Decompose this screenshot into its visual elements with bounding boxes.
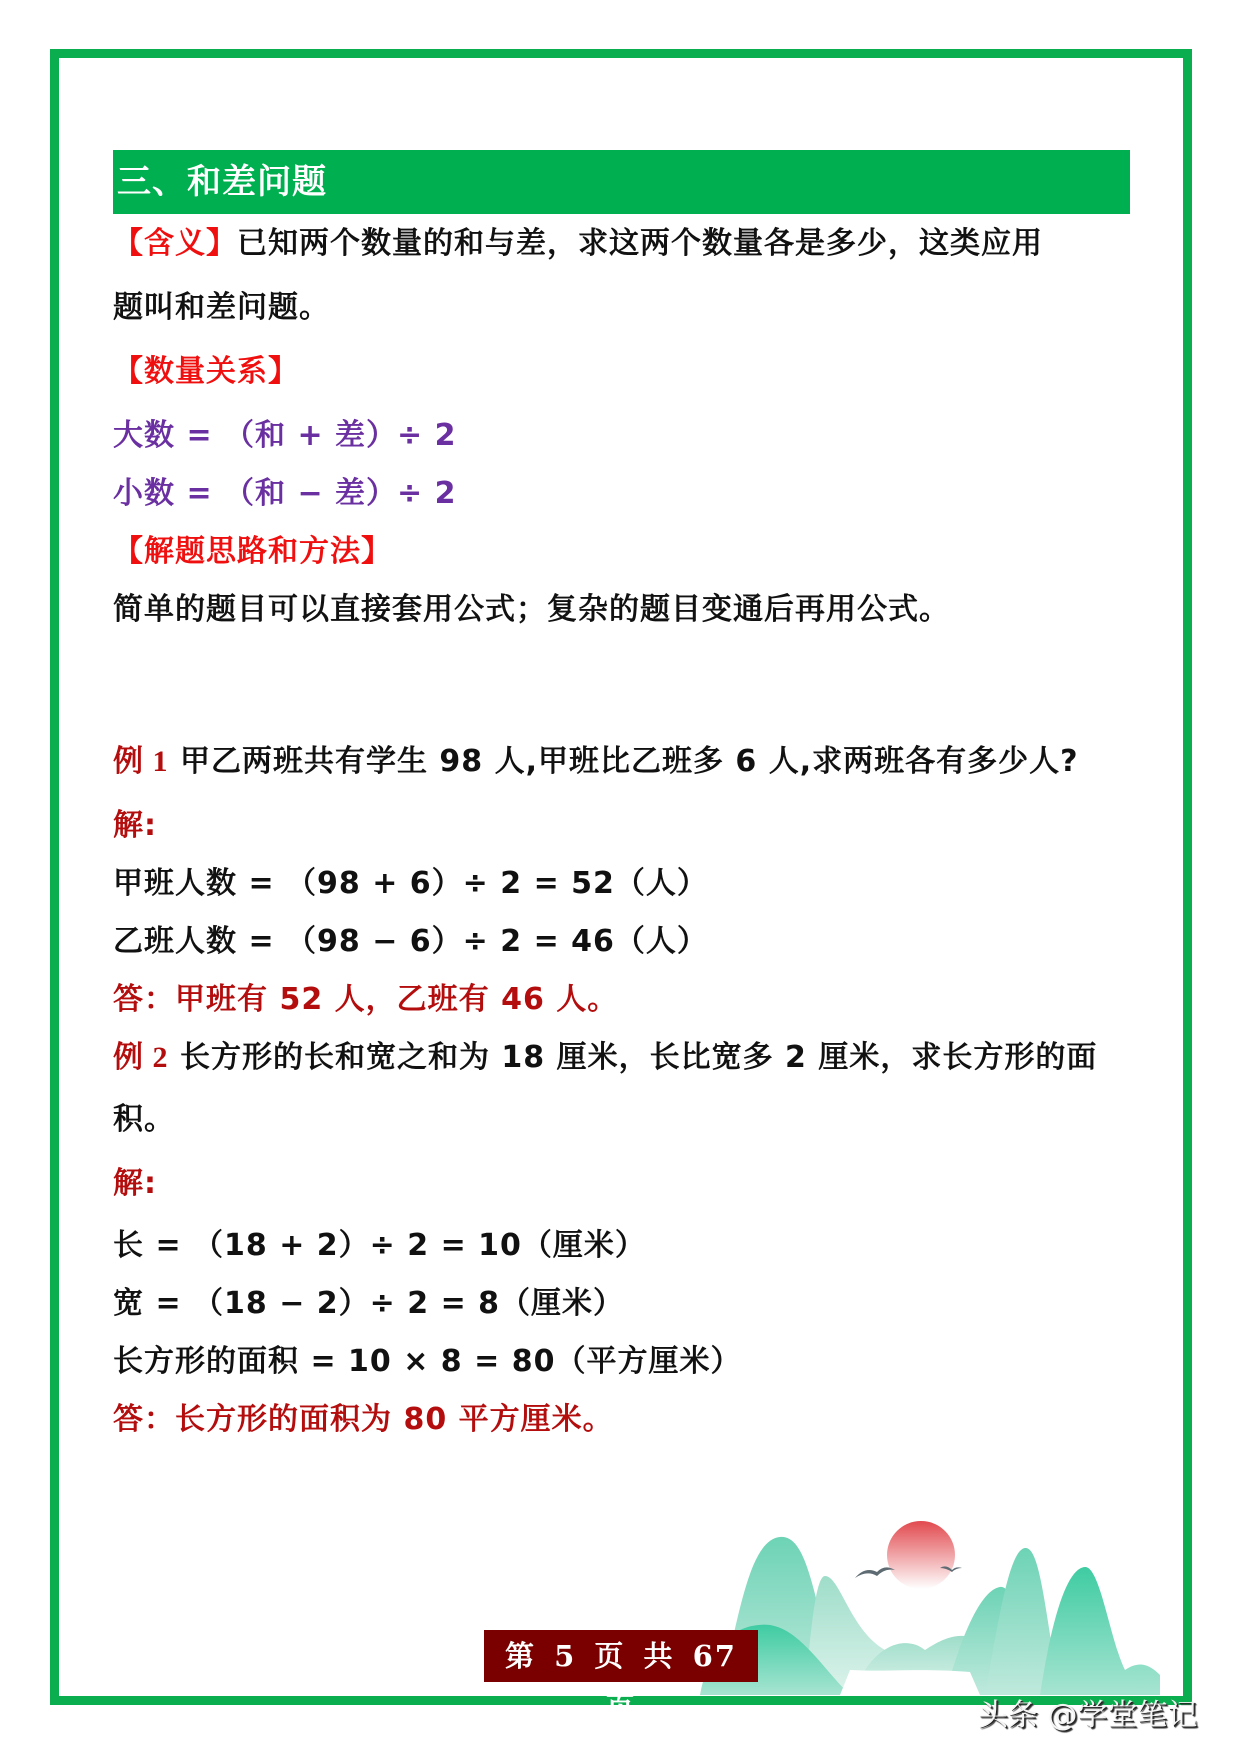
example-1-solution-label: 解: bbox=[113, 808, 157, 843]
example-1-question bbox=[113, 742, 1079, 782]
definition-text: 已知两个数量的和与差，求这两个数量各是多少，这类应用 bbox=[237, 226, 1043, 261]
example-2-solution-label: 解: bbox=[113, 1166, 157, 1201]
section-title: 三、和差问题 bbox=[113, 150, 1130, 214]
example-1-step-2: 乙班人数 = （98 − 6）÷ 2 = 46（人） bbox=[113, 924, 708, 959]
example-2-question-text: 长方形的长和宽之和为 18 厘米，长比宽多 2 厘米，求长方形的面 bbox=[179, 1040, 1098, 1075]
example-1-label: 例 1 bbox=[113, 745, 169, 778]
example-2-step-1: 长 = （18 + 2）÷ 2 = 10（厘米） bbox=[113, 1228, 646, 1263]
example-2-label: 例 2 bbox=[113, 1041, 169, 1074]
sun-icon bbox=[887, 1521, 955, 1589]
method-tag: 【解题思路和方法】 bbox=[113, 534, 392, 569]
formula-small-number: 小数 = （和 − 差）÷ 2 bbox=[113, 476, 457, 511]
relations-tag: 【数量关系】 bbox=[113, 354, 299, 389]
example-2-step-3: 长方形的面积 = 10 × 8 = 80（平方厘米） bbox=[113, 1344, 742, 1379]
landscape-illustration bbox=[700, 1490, 1200, 1700]
page-indicator: 第 5 页 共 67 页 bbox=[484, 1630, 758, 1682]
example-1-answer: 答：甲班有 52 人，乙班有 46 人。 bbox=[113, 982, 619, 1017]
bird-icon bbox=[855, 1567, 895, 1578]
definition-tag: 【含义】 bbox=[113, 226, 237, 261]
method-text: 简单的题目可以直接套用公式；复杂的题目变通后再用公式。 bbox=[113, 592, 950, 627]
watermark: 头条 @学堂笔记 bbox=[978, 1698, 1198, 1733]
definition-line-1 bbox=[113, 224, 1043, 264]
example-1-question-text: 甲乙两班共有学生 98 人,甲班比乙班多 6 人,求两班各有多少人? bbox=[179, 744, 1079, 779]
example-1-step-1: 甲班人数 = （98 + 6）÷ 2 = 52（人） bbox=[113, 866, 708, 901]
definition-line-2: 题叫和差问题。 bbox=[113, 290, 330, 325]
example-2-question bbox=[113, 1038, 1097, 1078]
example-2-question-line-2: 积。 bbox=[113, 1102, 175, 1137]
example-2-answer: 答：长方形的面积为 80 平方厘米。 bbox=[113, 1402, 614, 1437]
example-2-step-2: 宽 = （18 − 2）÷ 2 = 8（厘米） bbox=[113, 1286, 625, 1321]
formula-big-number: 大数 = （和 + 差）÷ 2 bbox=[113, 418, 457, 453]
